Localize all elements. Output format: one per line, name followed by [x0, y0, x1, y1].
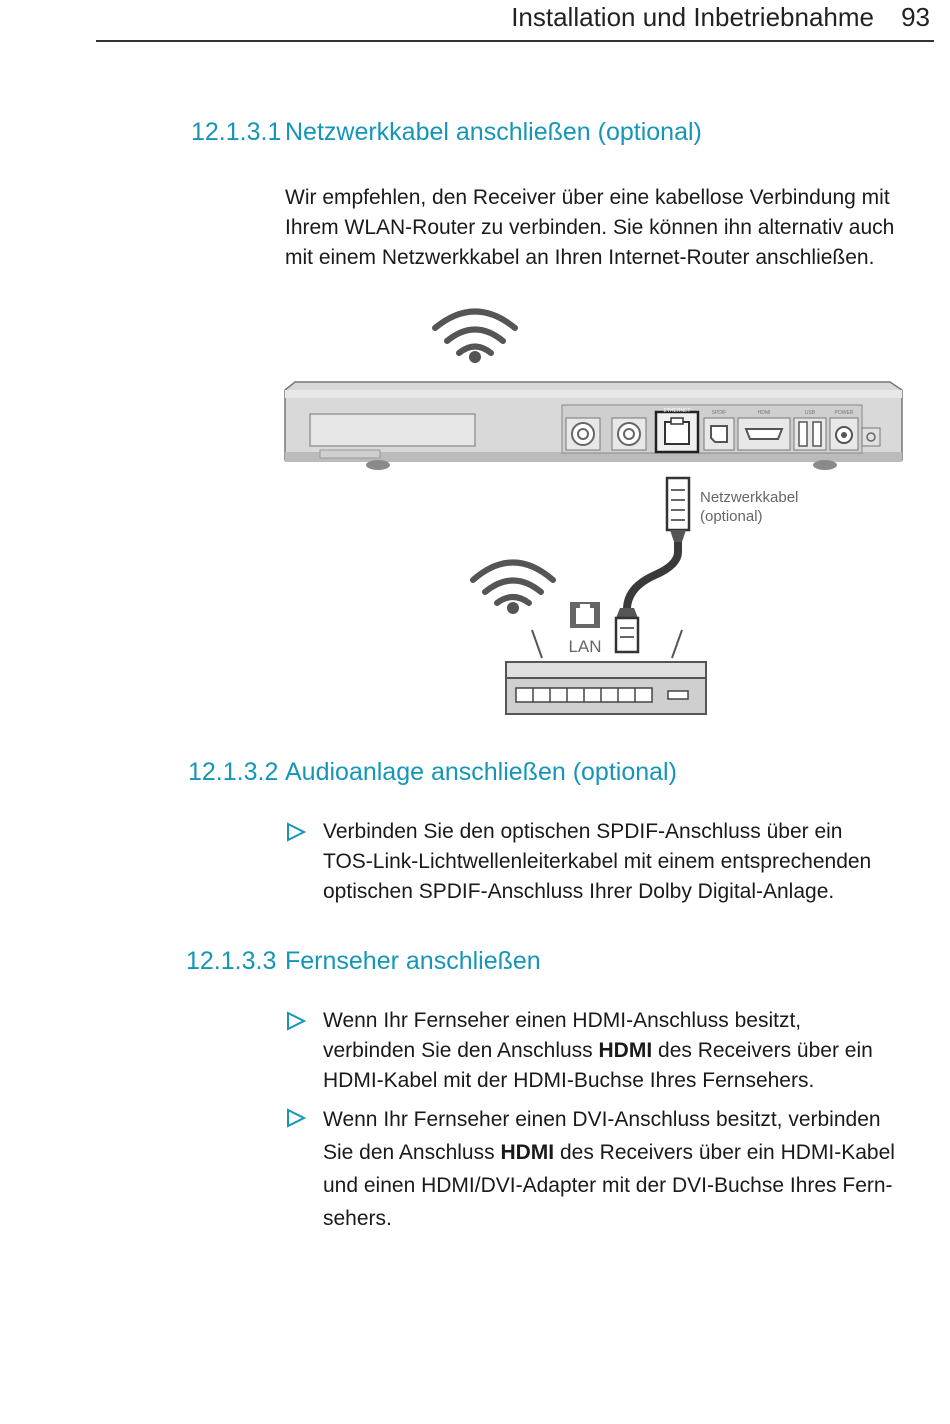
text-run: des Receivers über ein HDMI-Kabel — [554, 1141, 895, 1164]
port-label: ETHERNET — [663, 408, 691, 414]
bullet-line: und einen HDMI/DVI-Adapter mit der DVI-Buchse Ihres Fern- — [323, 1174, 893, 1197]
page-number: 93 — [901, 2, 930, 32]
router-icon — [506, 630, 706, 714]
bullet-line: Verbinden Sie den optischen SPDIF-Anschluss über ein — [323, 820, 843, 843]
network-cable — [616, 478, 798, 652]
port-label: SPDIF — [711, 410, 727, 416]
paragraph-line: Ihrem WLAN-Router zu verbinden. Sie können ihn alternativ auch — [285, 216, 895, 239]
bold-term: HDMI — [500, 1141, 555, 1164]
section-title: Fernseher anschließen — [285, 947, 541, 975]
port-label: HDMI — [757, 410, 771, 416]
triangle-bullet-icon — [285, 821, 307, 843]
bold-term: HDMI — [598, 1039, 653, 1062]
section-title: Audioanlage anschließen (optional) — [285, 758, 677, 786]
section-paragraph — [285, 183, 935, 273]
bullet-line: optischen SPDIF-Anschluss Ihrer Dolby Digital-Anlage. — [323, 880, 835, 903]
bullet-line: HDMI-Kabel mit der HDMI-Buchse Ihres Fernsehers. — [323, 1069, 815, 1092]
bullet-line: sehers. — [323, 1207, 392, 1230]
rj45-plug-icon — [667, 478, 689, 542]
bullet-text — [323, 817, 933, 907]
section-number: 12.1.3.2 — [188, 758, 279, 786]
lan-label: LAN — [568, 637, 602, 656]
paragraph-line: mit einem Netzwerkkabel an Ihren Internet-Router anschließen. — [285, 246, 875, 269]
bullet-line — [323, 1036, 933, 1066]
wifi-icon — [435, 312, 515, 364]
cable-label: Netzwerkkabel — [700, 489, 799, 506]
paragraph-line: Wir empfehlen, den Receiver über eine kabellose Verbindung mit — [285, 186, 890, 209]
triangle-bullet-icon — [285, 1010, 307, 1032]
bullet-line: TOS-Link-Lichtwellenleiterkabel mit einem entsprechenden — [323, 850, 872, 873]
cable-label: (optional) — [700, 508, 763, 525]
network-connection-diagram — [270, 290, 935, 730]
port-label: POWER — [834, 410, 854, 416]
section-number: 12.1.3.3 — [186, 947, 277, 975]
bullet-line: Wenn Ihr Fernseher einen HDMI-Anschluss besitzt, — [323, 1009, 802, 1032]
bullet-text — [323, 1006, 933, 1096]
ethernet-port-icon — [568, 602, 601, 656]
page-header — [96, 0, 934, 42]
rj45-plug-icon — [616, 608, 638, 652]
section-title: Netzwerkkabel anschließen (optional) — [285, 118, 702, 146]
triangle-bullet-icon — [285, 1107, 307, 1129]
text-run: Sie den Anschluss — [323, 1141, 501, 1164]
bullet-text — [323, 1103, 933, 1235]
text-run: verbinden Sie den Anschluss — [323, 1039, 599, 1062]
port-label: USB — [804, 410, 816, 416]
text-run: des Receivers über ein — [652, 1039, 873, 1062]
header-title: Installation und Inbetriebnahme — [511, 2, 874, 32]
receiver-icon — [285, 382, 902, 470]
section-number: 12.1.3.1 — [191, 118, 282, 146]
wifi-icon — [473, 563, 553, 615]
bullet-line — [323, 1136, 933, 1169]
bullet-line: Wenn Ihr Fernseher einen DVI-Anschluss besitzt, verbinden — [323, 1108, 881, 1131]
